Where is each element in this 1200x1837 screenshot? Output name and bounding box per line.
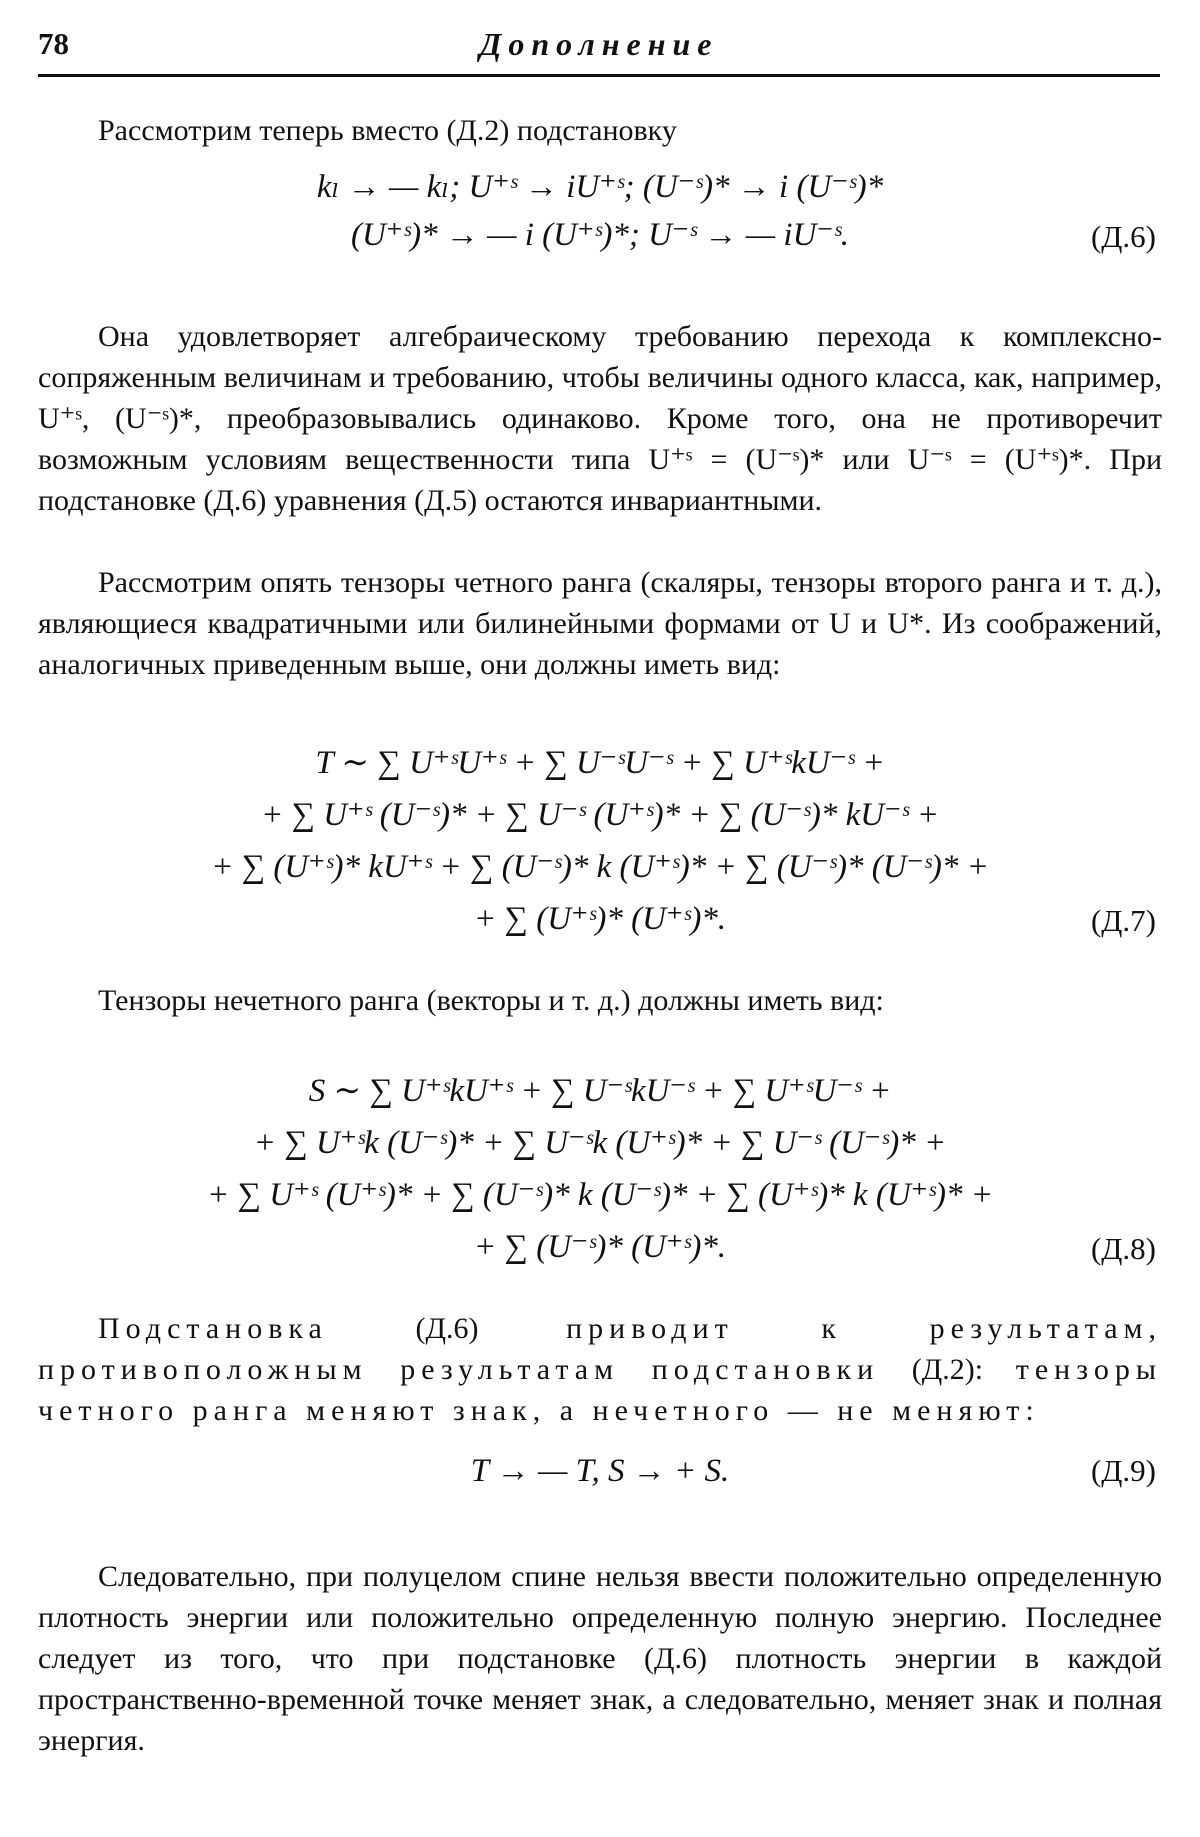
page-header [38, 22, 1160, 78]
header-rule [38, 74, 1160, 77]
equation-number-d8: (Д.8) [1090, 1231, 1156, 1266]
equation-number-d7: (Д.7) [1090, 903, 1156, 938]
equation-number-d6: (Д.6) [1090, 219, 1156, 254]
equation-d9: T → — T, S → + S. [470, 1453, 730, 1489]
paragraph-conclusion: Следовательно, при полуцелом спине нельзя ввести положительно определенную плотность энергии или положительно определенную полную энергию. Последнее следует из того, что при подстановке (Д.6) плотность энергии в каждой пространственно-временной точке меняет знак, а следовательно, меняет знак и полная энергия. [38, 1560, 1162, 1757]
equation-d8-line-3: + ∑ U⁺ˢ (U⁺ˢ)* + ∑ (U⁻ˢ)* k (U⁻ˢ)* + ∑ (U⁺ˢ)* k (U⁺ˢ)* + [206, 1177, 994, 1213]
paragraph-odd-rank: Тензоры нечетного ранга (векторы и т. д.) должны иметь вид: [98, 984, 884, 1017]
equation-d7-line-2: + ∑ U⁺ˢ (U⁻ˢ)* + ∑ U⁻ˢ (U⁺ˢ)* + ∑ (U⁻ˢ)* kU⁻ˢ + [261, 797, 939, 833]
equation-d7-line-1: T ∼ ∑ U⁺ˢU⁺ˢ + ∑ U⁻ˢU⁻ˢ + ∑ U⁺ˢkU⁻ˢ + [315, 745, 885, 781]
equation-d6-line-2 [38, 208, 1162, 262]
paragraph-even-rank: Рассмотрим опять тензоры четного ранга (скаляры, тензоры второго ранга и т. д.), являющиеся квадратичными или билинейными формами от U и U*. Из соображений, аналогичных приведенным выше, они должны иметь вид: [38, 566, 1162, 681]
running-head: Дополнение [479, 26, 719, 62]
spaced-text-tensors: тензоры четного ранга меняют знак, а нечетного — не меняют: [38, 1353, 1163, 1427]
equation-d8-line-2: + ∑ U⁺ˢk (U⁻ˢ)* + ∑ U⁻ˢk (U⁺ˢ)* + ∑ U⁻ˢ (U⁻ˢ)* + [253, 1125, 947, 1161]
equation-d8-line-4: + ∑ (U⁻ˢ)* (U⁺ˢ)*. [473, 1229, 727, 1265]
paragraph-substitution-result [38, 1308, 1162, 1431]
page-number: 78 [38, 26, 69, 61]
equation-d6-line-2-text: (U⁺ˢ)* → — i (U⁺ˢ)*; U⁻ˢ → — iU⁻ˢ. [350, 217, 850, 253]
equation-d7-line-3: + ∑ (U⁺ˢ)* kU⁺ˢ + ∑ (U⁻ˢ)* k (U⁺ˢ)* + ∑ (U⁻ˢ)* (U⁻ˢ)* + [211, 849, 989, 885]
spaced-text-result: приводит к результатам, противоположным результатам подстановки [38, 1312, 1162, 1386]
reference-d6: (Д.6) [415, 1312, 479, 1345]
spaced-text-substitution: Подстановка [98, 1312, 328, 1345]
equation-d7-line-4: + ∑ (U⁺ˢ)* (U⁺ˢ)*. [473, 901, 727, 937]
equation-d8-line-1: S ∼ ∑ U⁺ˢkU⁺ˢ + ∑ U⁻ˢkU⁻ˢ + ∑ U⁺ˢU⁻ˢ + [308, 1073, 892, 1109]
paragraph-intro: Рассмотрим теперь вместо (Д.2) подстановку [98, 114, 677, 147]
equation-number-d9: (Д.9) [1090, 1453, 1156, 1488]
equation-d6-line-1: kₗ → — kₗ; U⁺ˢ → iU⁺ˢ; (U⁻ˢ)* → i (U⁻ˢ)* [316, 169, 884, 205]
reference-d2: (Д.2): [911, 1353, 984, 1386]
paragraph-invariance: Она удовлетворяет алгебраическому требованию перехода к комплексно-сопряженным величинам и требованию, чтобы величины одного класса, как, например, U⁺ˢ, (U⁻ˢ)*, преобразовывались одинаково. Кроме того, она не противоречит возможным условиям вещественности типа U⁺ˢ = (U⁻ˢ)* или U⁻ˢ = (U⁺ˢ)*. При подстановке (Д.6) уравнения (Д.5) остаются инвариантными. [38, 320, 1162, 517]
